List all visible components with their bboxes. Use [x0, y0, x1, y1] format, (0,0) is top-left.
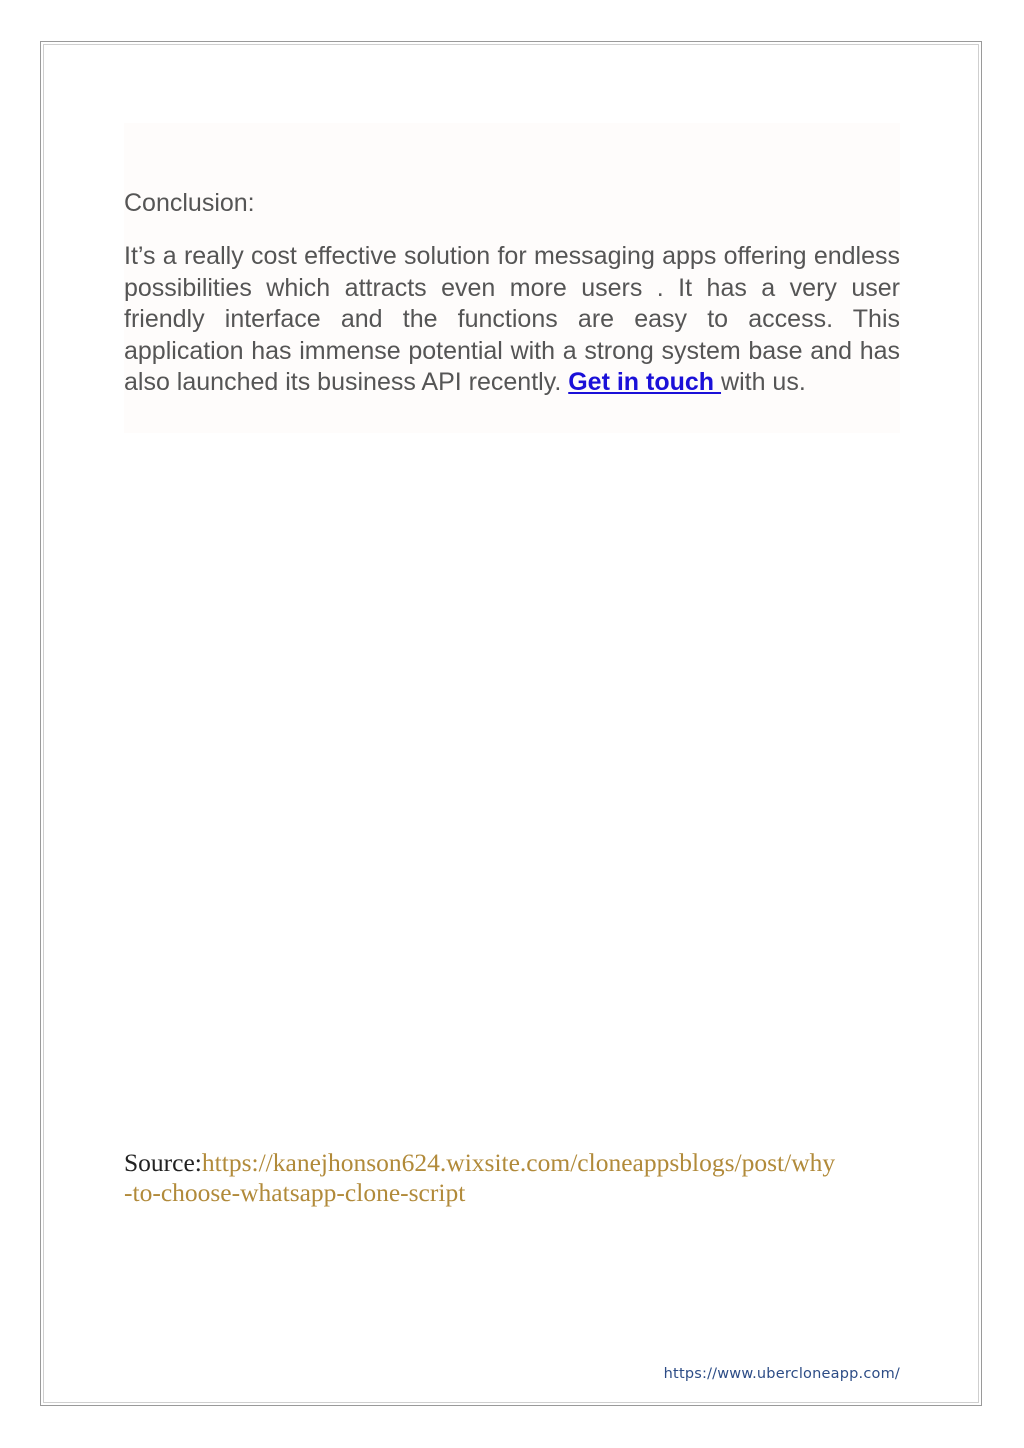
source-url-line1: https://kanejhonson624.wixsite.com/cloneappsblogs/post/why: [201, 1148, 836, 1177]
paragraph-text: It’s a really cost effective solution for messaging apps offering endless possibilities which attracts even more users . It has a very user friendly interface and the functions are easy to access. This application has immense potential with a strong system base and has also launched its business API recently.: [124, 242, 900, 397]
footer-url[interactable]: https://www.ubercloneapp.com/: [663, 1366, 900, 1382]
paragraph-tail: with us.: [721, 368, 806, 397]
source-label: Source:: [124, 1148, 202, 1177]
source-citation: [124, 1148, 904, 1208]
source-url-link[interactable]: [124, 1148, 835, 1207]
source-url-line2: -to-choose-whatsapp-clone-script: [124, 1178, 466, 1207]
conclusion-paragraph: [124, 241, 900, 399]
section-heading: Conclusion:: [124, 189, 255, 217]
get-in-touch-link[interactable]: Get in touch: [568, 368, 722, 397]
